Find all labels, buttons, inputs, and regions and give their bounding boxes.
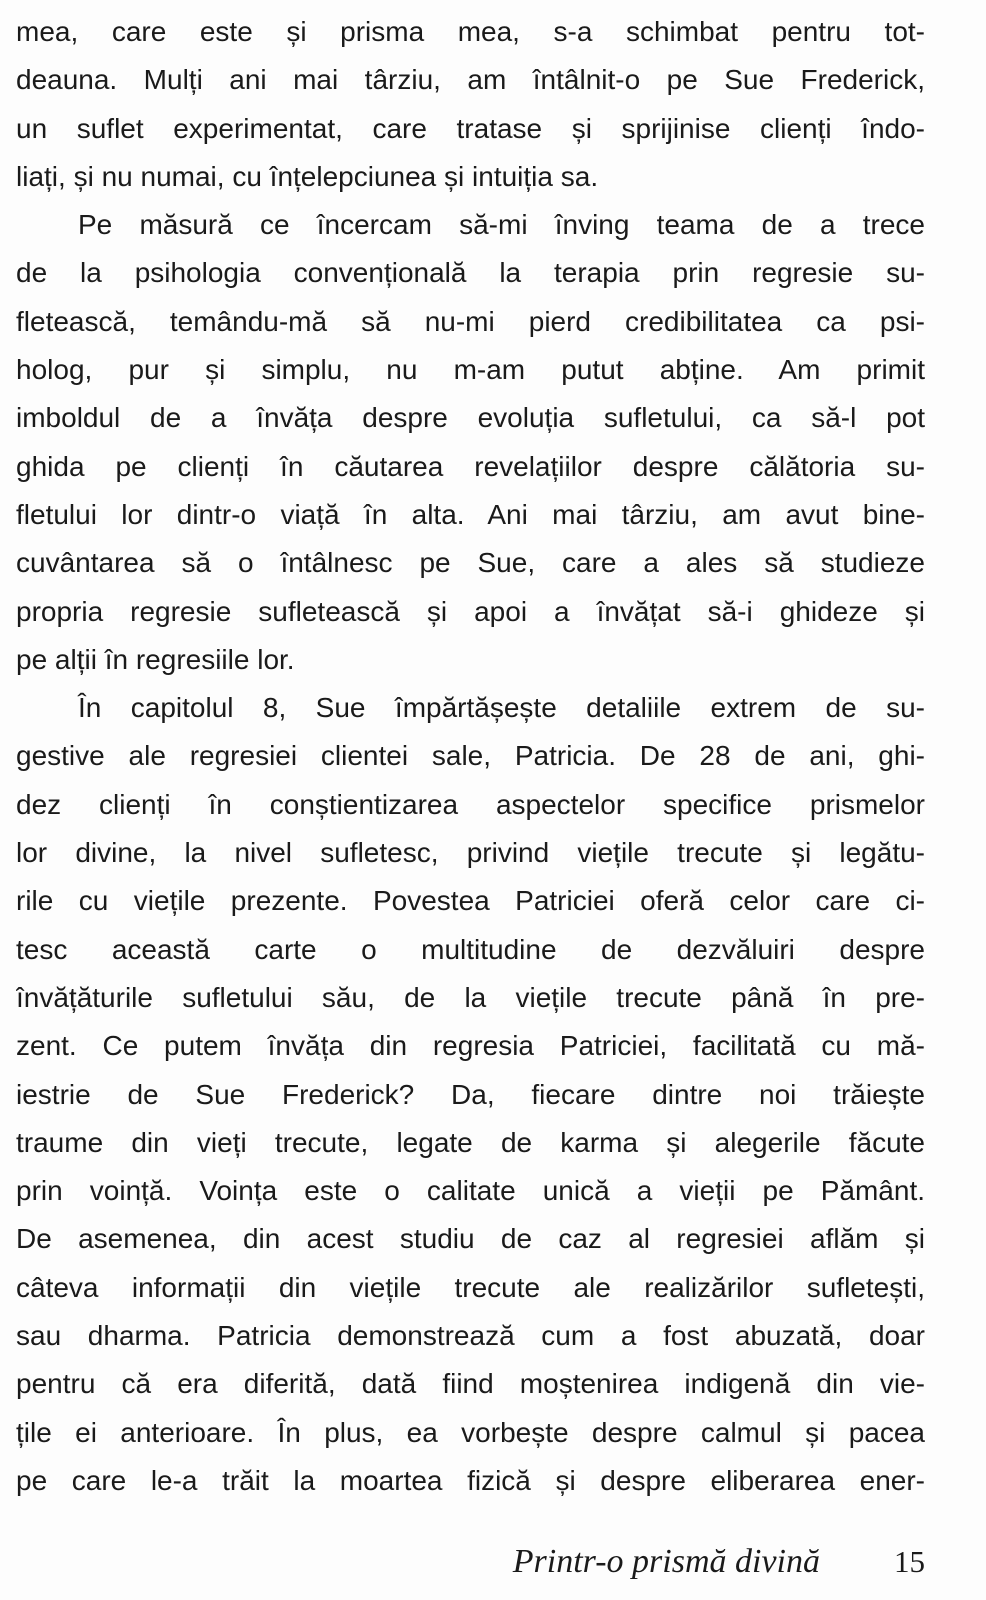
text-line: cuvântarea să o întâlnesc pe Sue, care a ales să studieze: [16, 547, 925, 579]
text-line: liați, și nu numai, cu înțelepciunea și intuiția sa.: [16, 160, 599, 192]
text-line: În capitolul 8, Sue împărtășește detaliile extrem de su-: [78, 692, 925, 724]
text-line: gestive ale regresiei clientei sale, Patricia. De 28 de ani, ghi-: [16, 740, 925, 772]
text-line: traume din vieți trecute, legate de karma și alegerile făcute: [16, 1126, 925, 1158]
text-line: sau dharma. Patricia demonstrează cum a fost abuzată, doar: [16, 1320, 925, 1352]
text-line: zent. Ce putem învăța din regresia Patriciei, facilitată cu mă-: [16, 1030, 925, 1062]
text-line: pentru că era diferită, dată fiind moștenirea indigenă din vie-: [16, 1368, 925, 1400]
text-line: De asemenea, din acest studiu de caz al regresiei aflăm și: [16, 1223, 925, 1255]
text-line: fletului lor dintr-o viață în alta. Ani mai târziu, am avut bine-: [16, 498, 925, 530]
text-line: de la psihologia convențională la terapia prin regresie su-: [16, 257, 925, 289]
text-line: imboldul de a învăța despre evoluția sufletului, ca să-l pot: [16, 402, 925, 434]
text-line: deauna. Mulți ani mai târziu, am întâlnit-o pe Sue Frederick,: [16, 64, 925, 96]
text-line: pe alții în regresiile lor.: [16, 643, 295, 675]
text-line: lor divine, la nivel sufletesc, privind viețile trecute și legătu-: [16, 837, 925, 869]
text-line: ghida pe clienți în căutarea revelațiilor despre călătoria su-: [16, 450, 925, 482]
text-line: învățăturile sufletului său, de la viețile trecute până în pre-: [16, 981, 925, 1013]
page-text: [16, 8, 925, 1505]
text-line: tesc această carte o multitudine de dezvăluiri despre: [16, 933, 925, 965]
text-line: dez clienți în conștientizarea aspectelor specifice prismelor: [16, 788, 925, 820]
text-line: un suflet experimentat, care tratase și sprijinise clienți îndo-: [16, 112, 925, 144]
text-line: mea, care este și prisma mea, s-a schimbat pentru tot-: [16, 16, 925, 47]
text-line: propria regresie sufletească și apoi a învățat să-i ghideze și: [16, 595, 925, 627]
text-line: câteva informații din viețile trecute ale realizărilor sufletești,: [16, 1271, 925, 1303]
text-line: fletească, temându-mă să nu-mi pierd credibilitatea ca psi-: [16, 305, 925, 337]
page-number: 15: [894, 1544, 925, 1579]
text-line: țile ei anterioare. În plus, ea vorbește despre calmul și pacea: [16, 1416, 925, 1448]
text-line: holog, pur și simplu, nu m-am putut abține. Am primit: [16, 354, 925, 386]
text-line: Pe măsură ce încercam să-mi înving teama de a trece: [78, 209, 925, 241]
text-line: prin voință. Voința este o calitate unică a vieții pe Pământ.: [16, 1175, 925, 1207]
text-line: rile cu viețile prezente. Povestea Patriciei oferă celor care ci-: [16, 885, 925, 917]
page-footer: [16, 1538, 925, 1586]
running-title: Printr-o prismă divină: [512, 1543, 820, 1580]
text-line: iestrie de Sue Frederick? Da, fiecare dintre noi trăiește: [16, 1078, 925, 1110]
text-line: pe care le-a trăit la moartea fizică și despre eliberarea ener-: [16, 1464, 925, 1496]
